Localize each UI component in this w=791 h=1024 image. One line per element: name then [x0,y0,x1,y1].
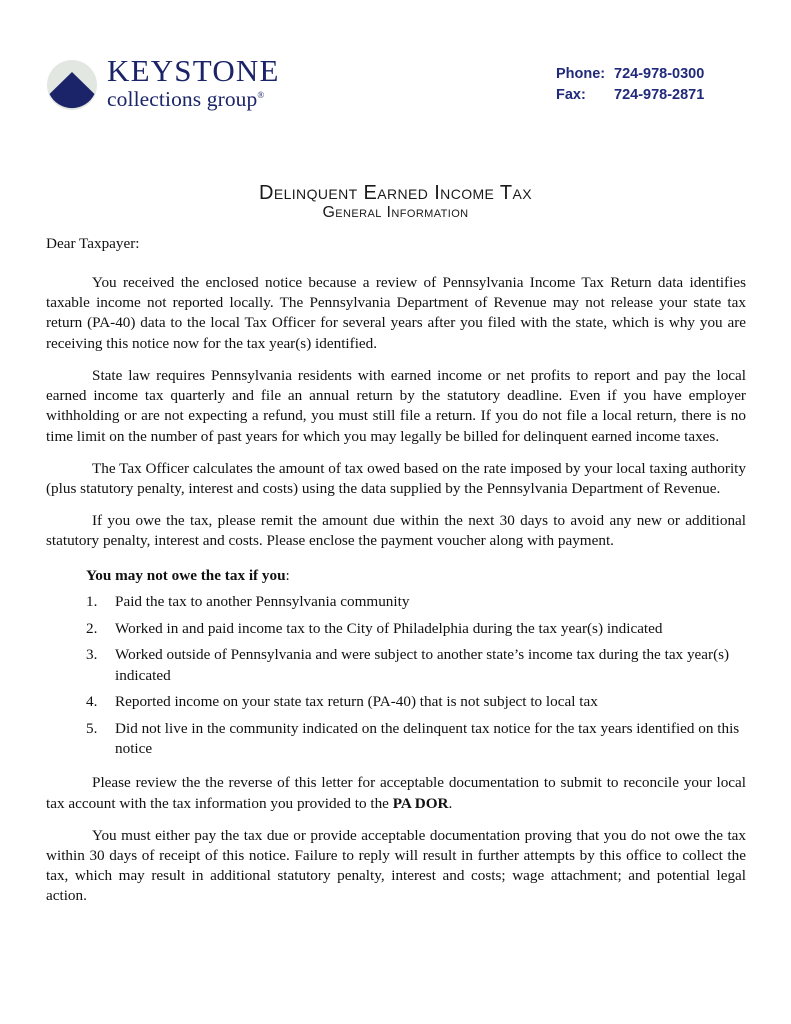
pa-dor-emphasis: PA DOR [392,794,449,812]
document-title: Delinquent Earned Income Tax [259,182,532,204]
paragraph-3: The Tax Officer calculates the amount of tax owed based on the rate imposed by your local taxing authority (plus statutory penalty, interest and costs) using the data supplied by the Pennsylvania Department of Revenue. [46,459,746,497]
fax-label: Fax: [556,87,586,104]
reasons-list-heading [86,566,746,586]
list-item: Did not live in the community indicated on the delinquent tax notice for the tax years identified on this notice [115,719,740,758]
reasons-list-heading-bold: You may not owe the tax if you [86,566,286,584]
brand-lockup [46,55,280,111]
phone-number: 724-978-0300 [614,66,705,82]
list-item: Worked in and paid income tax to the City of Philadelphia during the tax year(s) indicated [115,619,663,637]
paragraph-1: You received the enclosed notice because a review of Pennsylvania Income Tax Return data identifies taxable income not reported locally. The Pennsylvania Department of Revenue may not release your state tax return (PA-40) data to the local Tax Officer for several years after you filed with the state, which is why you are receiving this notice now for the tax year(s) identified. [46,274,746,352]
list-item: Reported income on your state tax return (PA-40) that is not subject to local tax [115,693,598,711]
letter-body [46,234,746,907]
document-subtitle: General Information [322,204,469,221]
phone-row [556,64,704,85]
closing-paragraph-1-suffix: . [448,794,453,812]
paragraph-4: If you owe the tax, please remit the amount due within the next 30 days to avoid any new or additional statutory penalty, interest and costs. Please enclose the payment voucher along with payment. [46,512,746,550]
brand-tagline-text: collections group [107,87,258,111]
brand-wordmark [107,55,280,111]
reasons-list-heading-colon: : [285,566,290,584]
phone-label: Phone: [556,66,606,82]
registered-mark-icon: ® [257,89,265,100]
list-item: Paid the tax to another Pennsylvania community [115,592,410,610]
list-item: Worked outside of Pennsylvania and were subject to another state’s income tax during the tax year(s) indicated [115,646,730,684]
reasons-list [46,592,746,760]
salutation: Dear Taxpayer: [46,235,140,252]
fax-number: 724-978-2871 [614,87,705,104]
brand-name: KEYSTONE [107,53,280,88]
brand-tagline [107,89,280,111]
fax-row [556,85,704,106]
closing-paragraph-1-prefix: Please review the the reverse of this letter for acceptable documentation to submit to reconcile your local tax account with the tax information you provided to the [46,774,746,812]
contact-block [556,64,704,106]
page-header [0,50,791,125]
closing-paragraph-1 [46,773,746,813]
paragraph-2: State law requires Pennsylvania residents with earned income or net profits to report and pay the local earned income tax quarterly and file an annual return by the statutory deadline. Even if you have employer withholding or are not expecting a refund, you must still file a return. If you do not file a local return, there is no time limit on the number of past years for which you may legally be billed for delinquent earned income taxes. [46,366,746,445]
closing-paragraph-2: You must either pay the tax due or provide acceptable documentation proving that you do not owe the tax within 30 days of receipt of this notice. Failure to reply will result in further attempts by this office to collect the tax, which may result in additional statutory penalty, interest and costs; wage attachment; and potential legal action. [46,826,746,905]
keystone-circle-fan-logo-icon [46,59,98,111]
